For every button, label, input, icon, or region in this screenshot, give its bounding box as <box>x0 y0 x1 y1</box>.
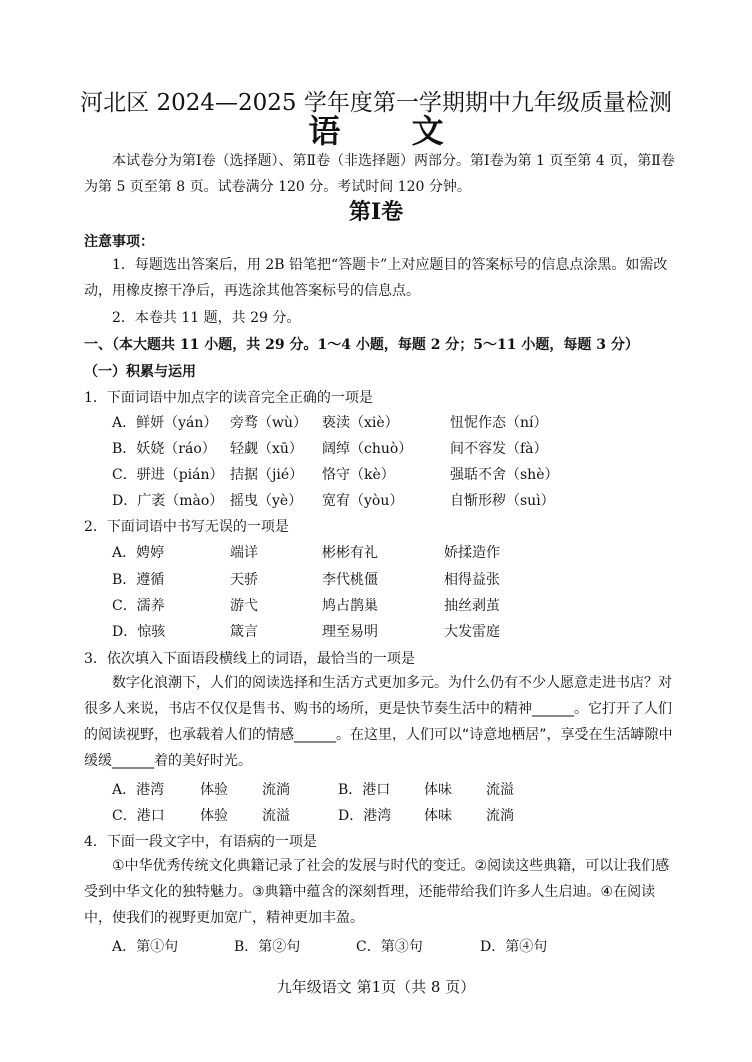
q4-stem: 4．下面一段文字中，有语病的一项是 <box>84 834 317 850</box>
q3-c-3: 流溢 <box>262 808 290 824</box>
q1-b-1: B．妖娆（ráo） <box>112 441 216 457</box>
q2-b-4: 相得益张 <box>444 572 500 588</box>
q1-b-3: 阔绰（chuò） <box>322 441 413 457</box>
q1-d-1: D．广袤（mào） <box>112 493 224 509</box>
q3-a-3: 流淌 <box>262 782 290 798</box>
q2-a-2: 端详 <box>230 545 258 561</box>
volume-heading: 第Ⅰ卷 <box>348 199 404 225</box>
q3-d-1: D．港湾 <box>338 808 392 824</box>
q4-option-d: D．第④句 <box>480 939 548 955</box>
q1-option-a <box>112 413 580 433</box>
q1-a-4: 忸怩作态（ní） <box>450 415 548 431</box>
page-footer: 九年级语文 第1页（共 8 页） <box>276 978 476 996</box>
q1-d-2: 摇曳（yè） <box>230 493 303 509</box>
q3-options-row-1 <box>112 780 546 800</box>
q2-b-3: 李代桃僵 <box>322 572 378 588</box>
q1-c-3: 恪守（kè） <box>322 467 395 483</box>
q2-c-3: 鸠占鹊巢 <box>322 598 378 614</box>
q1-d-3: 宽宥（yòu） <box>322 493 404 509</box>
q3-options-row-2 <box>112 806 546 826</box>
subsection-heading: （一）积累与运用 <box>84 364 196 380</box>
subject-title: 语 文 <box>308 112 474 150</box>
notice-item-1: 1．每题选出答案后，用 2B 铅笔把“答题卡”上对应题目的答案标号的信息点涂黑。如需改动，用橡皮擦干净后，再选涂其他答案标号的信息点。 <box>84 257 668 299</box>
exam-title: 河北区 2024—2025 学年度第一学期期中九年级质量检测 <box>80 90 672 116</box>
q2-c-1: C．濡养 <box>112 598 165 614</box>
q1-option-b <box>112 439 580 459</box>
notice-item-2: 2．本卷共 11 题，共 29 分。 <box>112 310 301 326</box>
q2-a-1: A．娉婷 <box>112 545 165 561</box>
q3-passage: 数字化浪潮下，人们的阅读选择和生活方式更加多元。为什么仍有不少人愿意走进书店？对很多人来说，书店不仅仅是售书、购书的场所，更是快节奏生活中的精神______。它打开了人们的阅读视野，也承载着人们的情感______。在这里，人们可以“诗意地栖居”，享受在生活罅隙中缓缓______着的美好时光。 <box>84 675 673 769</box>
q1-a-1: A．鲜妍（yán） <box>112 415 218 431</box>
q1-c-4: 强聒不舍（shè） <box>450 467 559 483</box>
q2-stem: 2．下面词语中书写无误的一项是 <box>84 519 289 535</box>
notice-label: 注意事项： <box>84 234 154 250</box>
q3-b-1: B．港口 <box>338 782 391 798</box>
q1-stem: 1．下面词语中加点字的读音完全正确的一项是 <box>84 390 373 406</box>
q2-option-b <box>112 570 564 590</box>
q2-d-4: 大发雷庭 <box>444 624 500 640</box>
q1-d-4: 自惭形秽（suì） <box>450 493 555 509</box>
q2-c-2: 游弋 <box>230 598 258 614</box>
q3-a-1: A．港湾 <box>112 782 165 798</box>
q3-d-3: 流淌 <box>486 808 514 824</box>
q4-option-c: C．第③句 <box>356 939 423 955</box>
section-heading: 一、（本大题共 11 小题，共 29 分。1～4 小题，每题 2 分；5～11 小题，每题 3 分） <box>84 337 639 353</box>
q3-b-3: 流溢 <box>486 782 514 798</box>
q2-option-d <box>112 622 564 642</box>
q2-d-2: 箴言 <box>230 624 258 640</box>
q1-a-3: 亵渎（xiè） <box>322 415 399 431</box>
q4-option-b: B．第②句 <box>234 939 301 955</box>
q3-b-2: 体味 <box>424 782 452 798</box>
q2-d-1: D．惊骇 <box>112 624 166 640</box>
q1-c-1: C．骈进（pián） <box>112 467 224 483</box>
q4-option-a: A．第①句 <box>112 939 179 955</box>
q3-c-2: 体验 <box>200 808 228 824</box>
q2-d-3: 理至易明 <box>322 624 378 640</box>
q4-options <box>112 937 570 957</box>
q3-stem: 3．依次填入下面语段横线上的词语，最恰当的一项是 <box>84 651 415 667</box>
q2-b-2: 天骄 <box>230 572 258 588</box>
q2-option-c <box>112 596 564 616</box>
q1-option-d <box>112 491 580 511</box>
q2-c-4: 抽丝剥茧 <box>444 598 500 614</box>
q2-a-4: 娇揉造作 <box>444 545 500 561</box>
q3-a-2: 体验 <box>200 782 228 798</box>
q1-option-c <box>112 465 580 485</box>
q1-b-4: 间不容发（fà） <box>450 441 548 457</box>
q2-a-3: 彬彬有礼 <box>322 545 378 561</box>
intro-paragraph: 本试卷分为第Ⅰ卷（选择题）、第Ⅱ卷（非选择题）两部分。第Ⅰ卷为第 1 页至第 4 页，第Ⅱ卷为第 5 页至第 8 页。试卷满分 120 分。考试时间 120 分钟。 <box>84 153 675 195</box>
q3-d-2: 体味 <box>424 808 452 824</box>
q2-b-1: B．遵循 <box>112 572 165 588</box>
q1-a-2: 旁骛（wù） <box>230 415 307 431</box>
q4-passage: ①中华优秀传统文化典籍记录了社会的发展与时代的变迁。②阅读这些典籍，可以让我们感受到中华文化的独特魅力。③典籍中蕴含的深刻哲理，还能带给我们许多人生启迪。④在阅读中，使我们的视野更加宽广，精神更加丰盈。 <box>84 858 670 926</box>
q3-c-1: C．港口 <box>112 808 165 824</box>
q2-option-a <box>112 543 564 563</box>
q1-c-2: 拮据（jié） <box>230 467 304 483</box>
q1-b-2: 轻觑（xū） <box>230 441 303 457</box>
